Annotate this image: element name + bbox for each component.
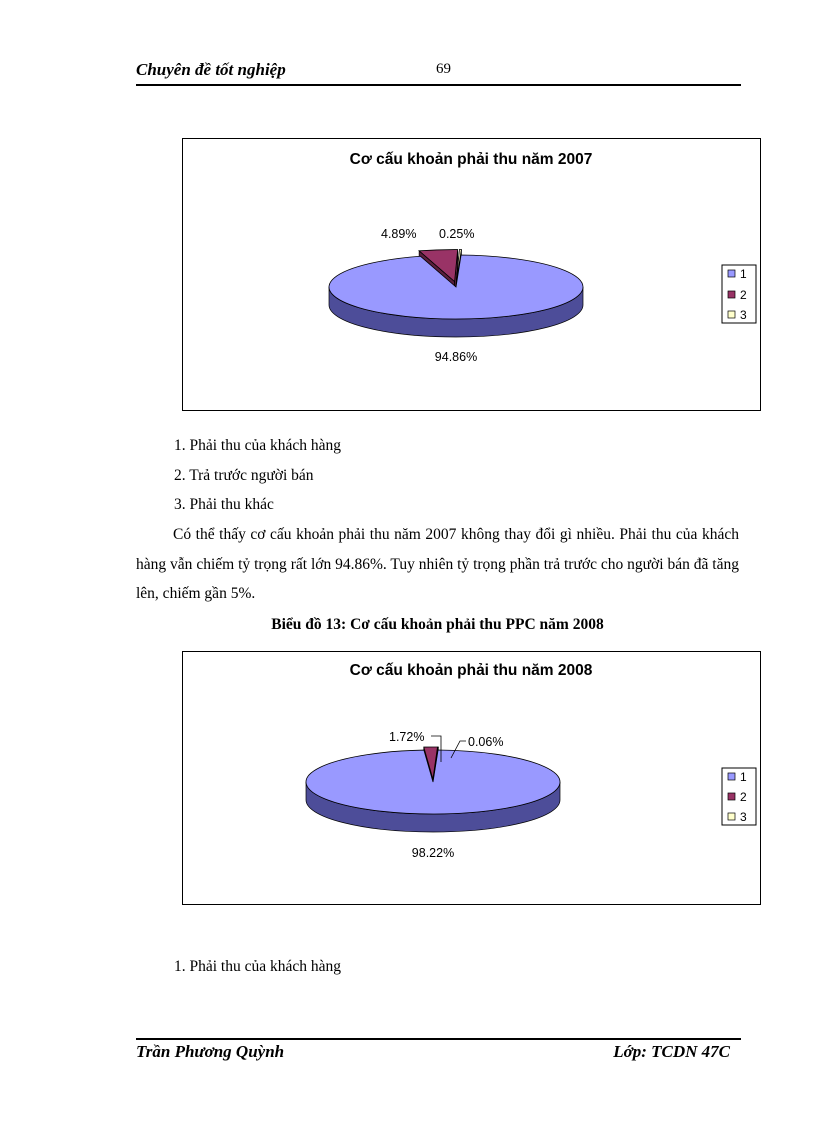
legend-swatch-2: [728, 291, 735, 298]
pie-chart-2008: [182, 651, 761, 905]
legend-label-2: 2: [740, 790, 747, 804]
figure-caption: Biểu đồ 13: Cơ cấu khoản phải thu PPC năm 2008: [271, 616, 604, 633]
slice-label-2: 1.72%: [389, 730, 425, 744]
legend-swatch-2: [728, 793, 735, 800]
legend: [722, 265, 756, 323]
legend-frame: [722, 265, 756, 323]
pie-chart-2008-svg: [183, 652, 760, 904]
page-number: 69: [436, 61, 451, 77]
legend-label-3: 3: [740, 308, 747, 322]
legend-frame: [722, 768, 756, 825]
list-item: 3. Phải thu khác: [174, 496, 274, 513]
slice-label-3: 0.06%: [468, 735, 504, 749]
slice-label-2: 4.89%: [381, 227, 417, 241]
pie-slices: [329, 250, 583, 337]
pie-chart-2007-svg: [183, 139, 760, 410]
legend-swatch-3: [728, 813, 735, 820]
chart-title: Cơ cấu khoản phải thu năm 2007: [349, 151, 593, 168]
pie-slices: [306, 747, 560, 832]
footer-rule: [136, 1038, 741, 1040]
legend-label-1: 1: [740, 267, 747, 281]
legend-swatch-1: [728, 270, 735, 277]
slice-label-1: 94.86%: [434, 350, 478, 364]
slice-label-3: 0.25%: [439, 227, 475, 241]
legend-swatch-1: [728, 773, 735, 780]
footer-author: Trần Phương Quỳnh: [136, 1042, 285, 1061]
chart-title: Cơ cấu khoản phải thu năm 2008: [349, 662, 593, 679]
header-title: Chuyên đề tốt nghiệp: [136, 60, 286, 79]
legend-swatch-3: [728, 311, 735, 318]
legend-label-3: 3: [740, 810, 747, 824]
body-paragraph: Có thể thấy cơ cấu khoản phải thu năm 2007 không thay đổi gì nhiều. Phải thu của khách hàng vẫn chiếm tỷ trọng rất lớn 94.86%. Tuy nhiên tỷ trọng phần trả trước cho người bán đã tăng lên, chiếm gần 5%.: [136, 526, 739, 602]
list-item: 1. Phải thu của khách hàng: [174, 437, 342, 454]
slice-label-1: 98.22%: [411, 846, 455, 860]
list-item: 2. Trả trước người bán: [174, 467, 314, 484]
pie-chart-2007: [182, 138, 761, 411]
legend: [722, 768, 756, 825]
footer-class: Lớp: TCDN 47C: [613, 1042, 730, 1061]
header-rule: [136, 84, 741, 86]
list-item: 1. Phải thu của khách hàng: [174, 958, 342, 975]
legend-label-2: 2: [740, 288, 747, 302]
legend-label-1: 1: [740, 770, 747, 784]
